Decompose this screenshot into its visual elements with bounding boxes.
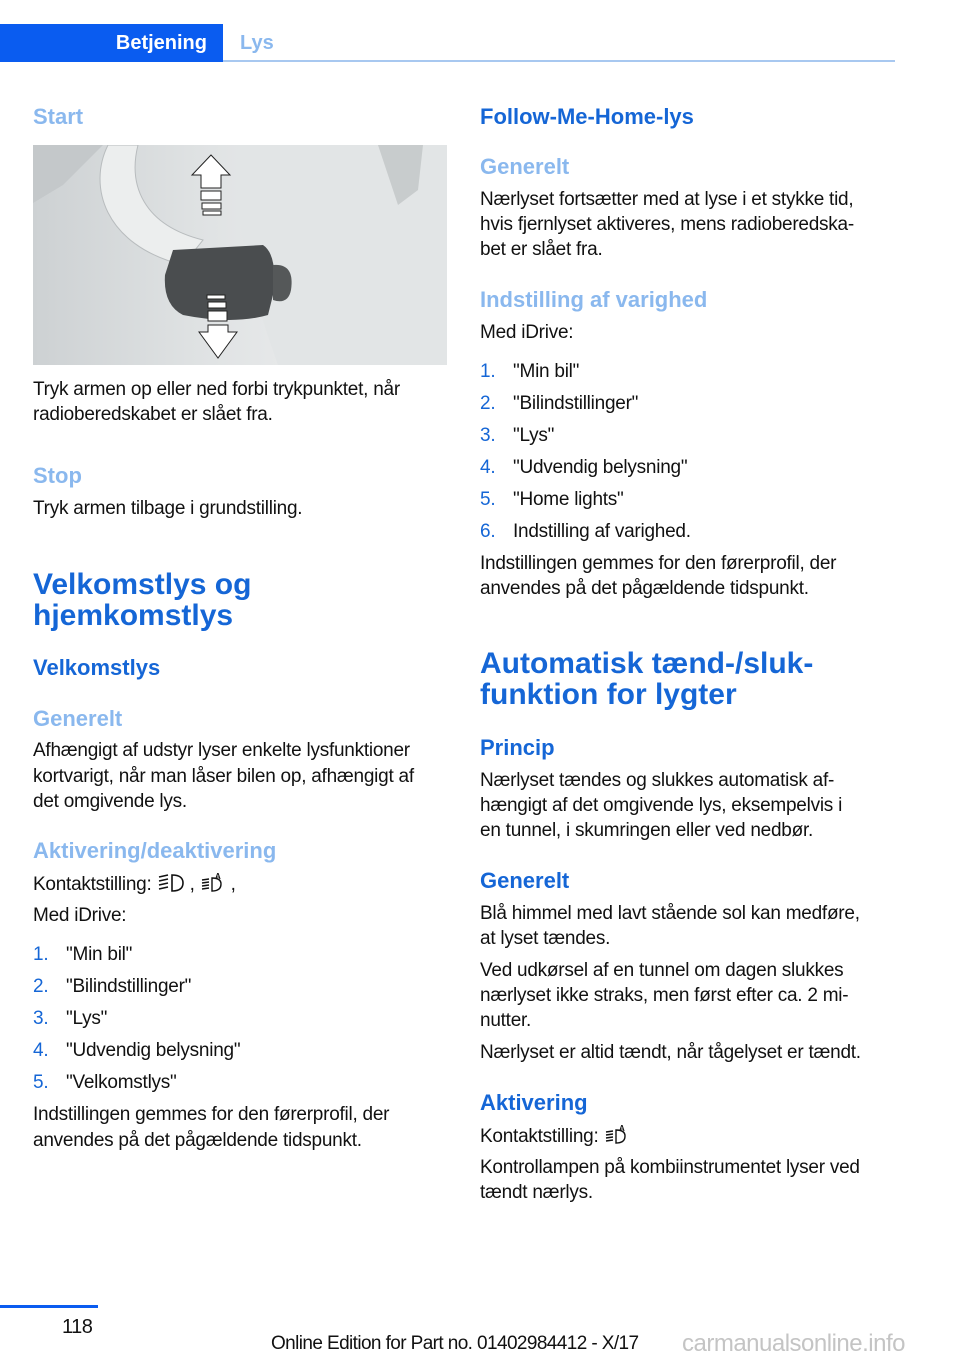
list-number: 3. <box>480 425 496 446</box>
start-text-line-1: Tryk armen op eller ned forbi trykpunktet, når <box>33 379 400 400</box>
idrive-label: Med iDrive: <box>33 905 127 926</box>
list-number: 4. <box>33 1040 49 1061</box>
contact-label: Kontaktstilling: <box>33 874 152 895</box>
lamp-text-line-1: Kontrollampen på kombiinstrumentet lyser ved <box>480 1157 860 1178</box>
svg-text:A: A <box>618 1124 625 1133</box>
main-heading-line-1: Velkomstlys og <box>33 568 252 601</box>
contact-position-line <box>33 871 236 897</box>
list-item <box>33 974 191 999</box>
low-beam-icon <box>157 873 185 893</box>
principle-text-line-1: Nærlyset tændes og slukkes automatisk af- <box>480 770 835 791</box>
general2-heading: Generelt <box>480 868 570 893</box>
list-text: "Udvendig belysning" <box>66 1040 241 1061</box>
idrive-label: Med iDrive: <box>480 322 574 343</box>
list-number: 6. <box>480 521 496 542</box>
general2-p3: Nærlyset er altid tændt, når tågelyset er tændt. <box>480 1042 861 1063</box>
principle-text-line-2: hængigt af det omgivende lys, eksempelvis i <box>480 795 843 816</box>
duration-heading: Indstilling af varighed <box>480 287 708 312</box>
general-text-line-2: hvis fjernlyset aktiveres, mens radioberedska- <box>480 214 854 235</box>
list-number: 4. <box>480 457 496 478</box>
principle-heading: Princip <box>480 735 555 760</box>
list-item <box>33 942 132 967</box>
velkomstlys-heading: Velkomstlys <box>33 655 161 680</box>
activation-heading: Aktivering <box>480 1090 588 1115</box>
general-text-line-3: bet er slået fra. <box>480 239 603 260</box>
list-number: 1. <box>480 361 496 382</box>
header-tabbar <box>0 24 895 62</box>
list-item <box>480 423 554 448</box>
list-number: 3. <box>33 1008 49 1029</box>
footer-accent-line <box>0 1305 98 1308</box>
auto-light-icon <box>604 1123 630 1145</box>
general-text-line-3: det omgivende lys. <box>33 791 187 812</box>
general-heading: Generelt <box>33 706 123 731</box>
tab-underline <box>223 60 895 62</box>
list-text: "Udvendig belysning" <box>513 457 688 478</box>
contact-position-line <box>480 1123 630 1149</box>
auto-light-heading-line-1: Automatisk tænd-/sluk- <box>480 647 814 680</box>
list-text: "Min bil" <box>513 361 580 382</box>
list-text: "Lys" <box>66 1008 108 1029</box>
contact-label: Kontaktstilling: <box>480 1126 599 1147</box>
lamp-text-line-2: tændt nærlys. <box>480 1182 593 1203</box>
list-item <box>480 359 579 384</box>
save-text-line-2: anvendes på det pågældende tidspunkt. <box>33 1130 362 1151</box>
auto-light-heading-line-2: funktion for lygter <box>480 678 737 711</box>
list-number: 5. <box>480 489 496 510</box>
list-item <box>480 487 624 512</box>
stop-heading: Stop <box>33 463 82 488</box>
list-text: "Velkomstlys" <box>66 1072 177 1093</box>
edition-text: Online Edition for Part no. 01402984412 - X/17 <box>271 1333 639 1354</box>
list-number: 5. <box>33 1072 49 1093</box>
list-item <box>33 1038 240 1063</box>
activation-heading: Aktivering/deaktivering <box>33 838 277 863</box>
tab-betjening[interactable]: Betjening <box>0 24 223 62</box>
general-text-line-2: kortvarigt, når man låser bilen op, afhængigt af <box>33 766 414 787</box>
save-text-line-2: anvendes på det pågældende tidspunkt. <box>480 578 809 599</box>
general2-p2-line-1: Ved udkørsel af en tunnel om dagen slukkes <box>480 960 844 981</box>
general-text-line-1: Afhængigt af udstyr lyser enkelte lysfunktioner <box>33 740 410 761</box>
principle-text-line-3: en tunnel, i skumringen eller ved nedbør. <box>480 820 814 841</box>
list-number: 1. <box>33 944 49 965</box>
save-text-line-1: Indstillingen gemmes for den førerprofil, der <box>480 553 837 574</box>
tab-lys[interactable]: Lys <box>240 32 274 54</box>
list-number: 2. <box>33 976 49 997</box>
svg-text:A: A <box>214 872 221 881</box>
page-number: 118 <box>62 1316 93 1338</box>
general2-p1-line-1: Blå himmel med lavt stående sol kan medføre, <box>480 903 860 924</box>
general2-p1-line-2: at lyset tændes. <box>480 928 611 949</box>
start-text-line-2: radioberedskabet er slået fra. <box>33 404 273 425</box>
list-text: "Min bil" <box>66 944 133 965</box>
general-text-line-1: Nærlyset fortsætter med at lyse i et stykke tid, <box>480 189 854 210</box>
follow-me-home-heading: Follow-Me-Home-lys <box>480 104 694 129</box>
separator-comma: , <box>230 874 236 895</box>
list-item <box>480 391 638 416</box>
stop-text: Tryk armen tilbage i grundstilling. <box>33 498 303 519</box>
list-item <box>33 1070 177 1095</box>
list-text: Indstilling af varighed. <box>513 521 691 542</box>
general2-p2-line-2: nærlyset ikke straks, men først efter ca. 2 mi- <box>480 985 849 1006</box>
auto-light-icon <box>200 871 226 893</box>
watermark: carmanualsonline.info <box>682 1330 905 1357</box>
separator-comma: , <box>189 874 195 895</box>
list-text: "Bilindstillinger" <box>513 393 639 414</box>
main-heading-line-2: hjemkomstlys <box>33 599 234 632</box>
lever-arrows-illustration <box>33 145 447 365</box>
list-text: "Lys" <box>513 425 555 446</box>
list-item <box>480 519 691 544</box>
list-text: "Bilindstillinger" <box>66 976 192 997</box>
stalk-illustration <box>33 145 447 365</box>
list-item <box>33 1006 107 1031</box>
general-heading: Generelt <box>480 154 570 179</box>
list-item <box>480 455 687 480</box>
general2-p2-line-3: nutter. <box>480 1010 532 1031</box>
save-text-line-1: Indstillingen gemmes for den førerprofil, der <box>33 1104 390 1125</box>
list-text: "Home lights" <box>513 489 624 510</box>
list-number: 2. <box>480 393 496 414</box>
start-heading: Start <box>33 104 84 129</box>
